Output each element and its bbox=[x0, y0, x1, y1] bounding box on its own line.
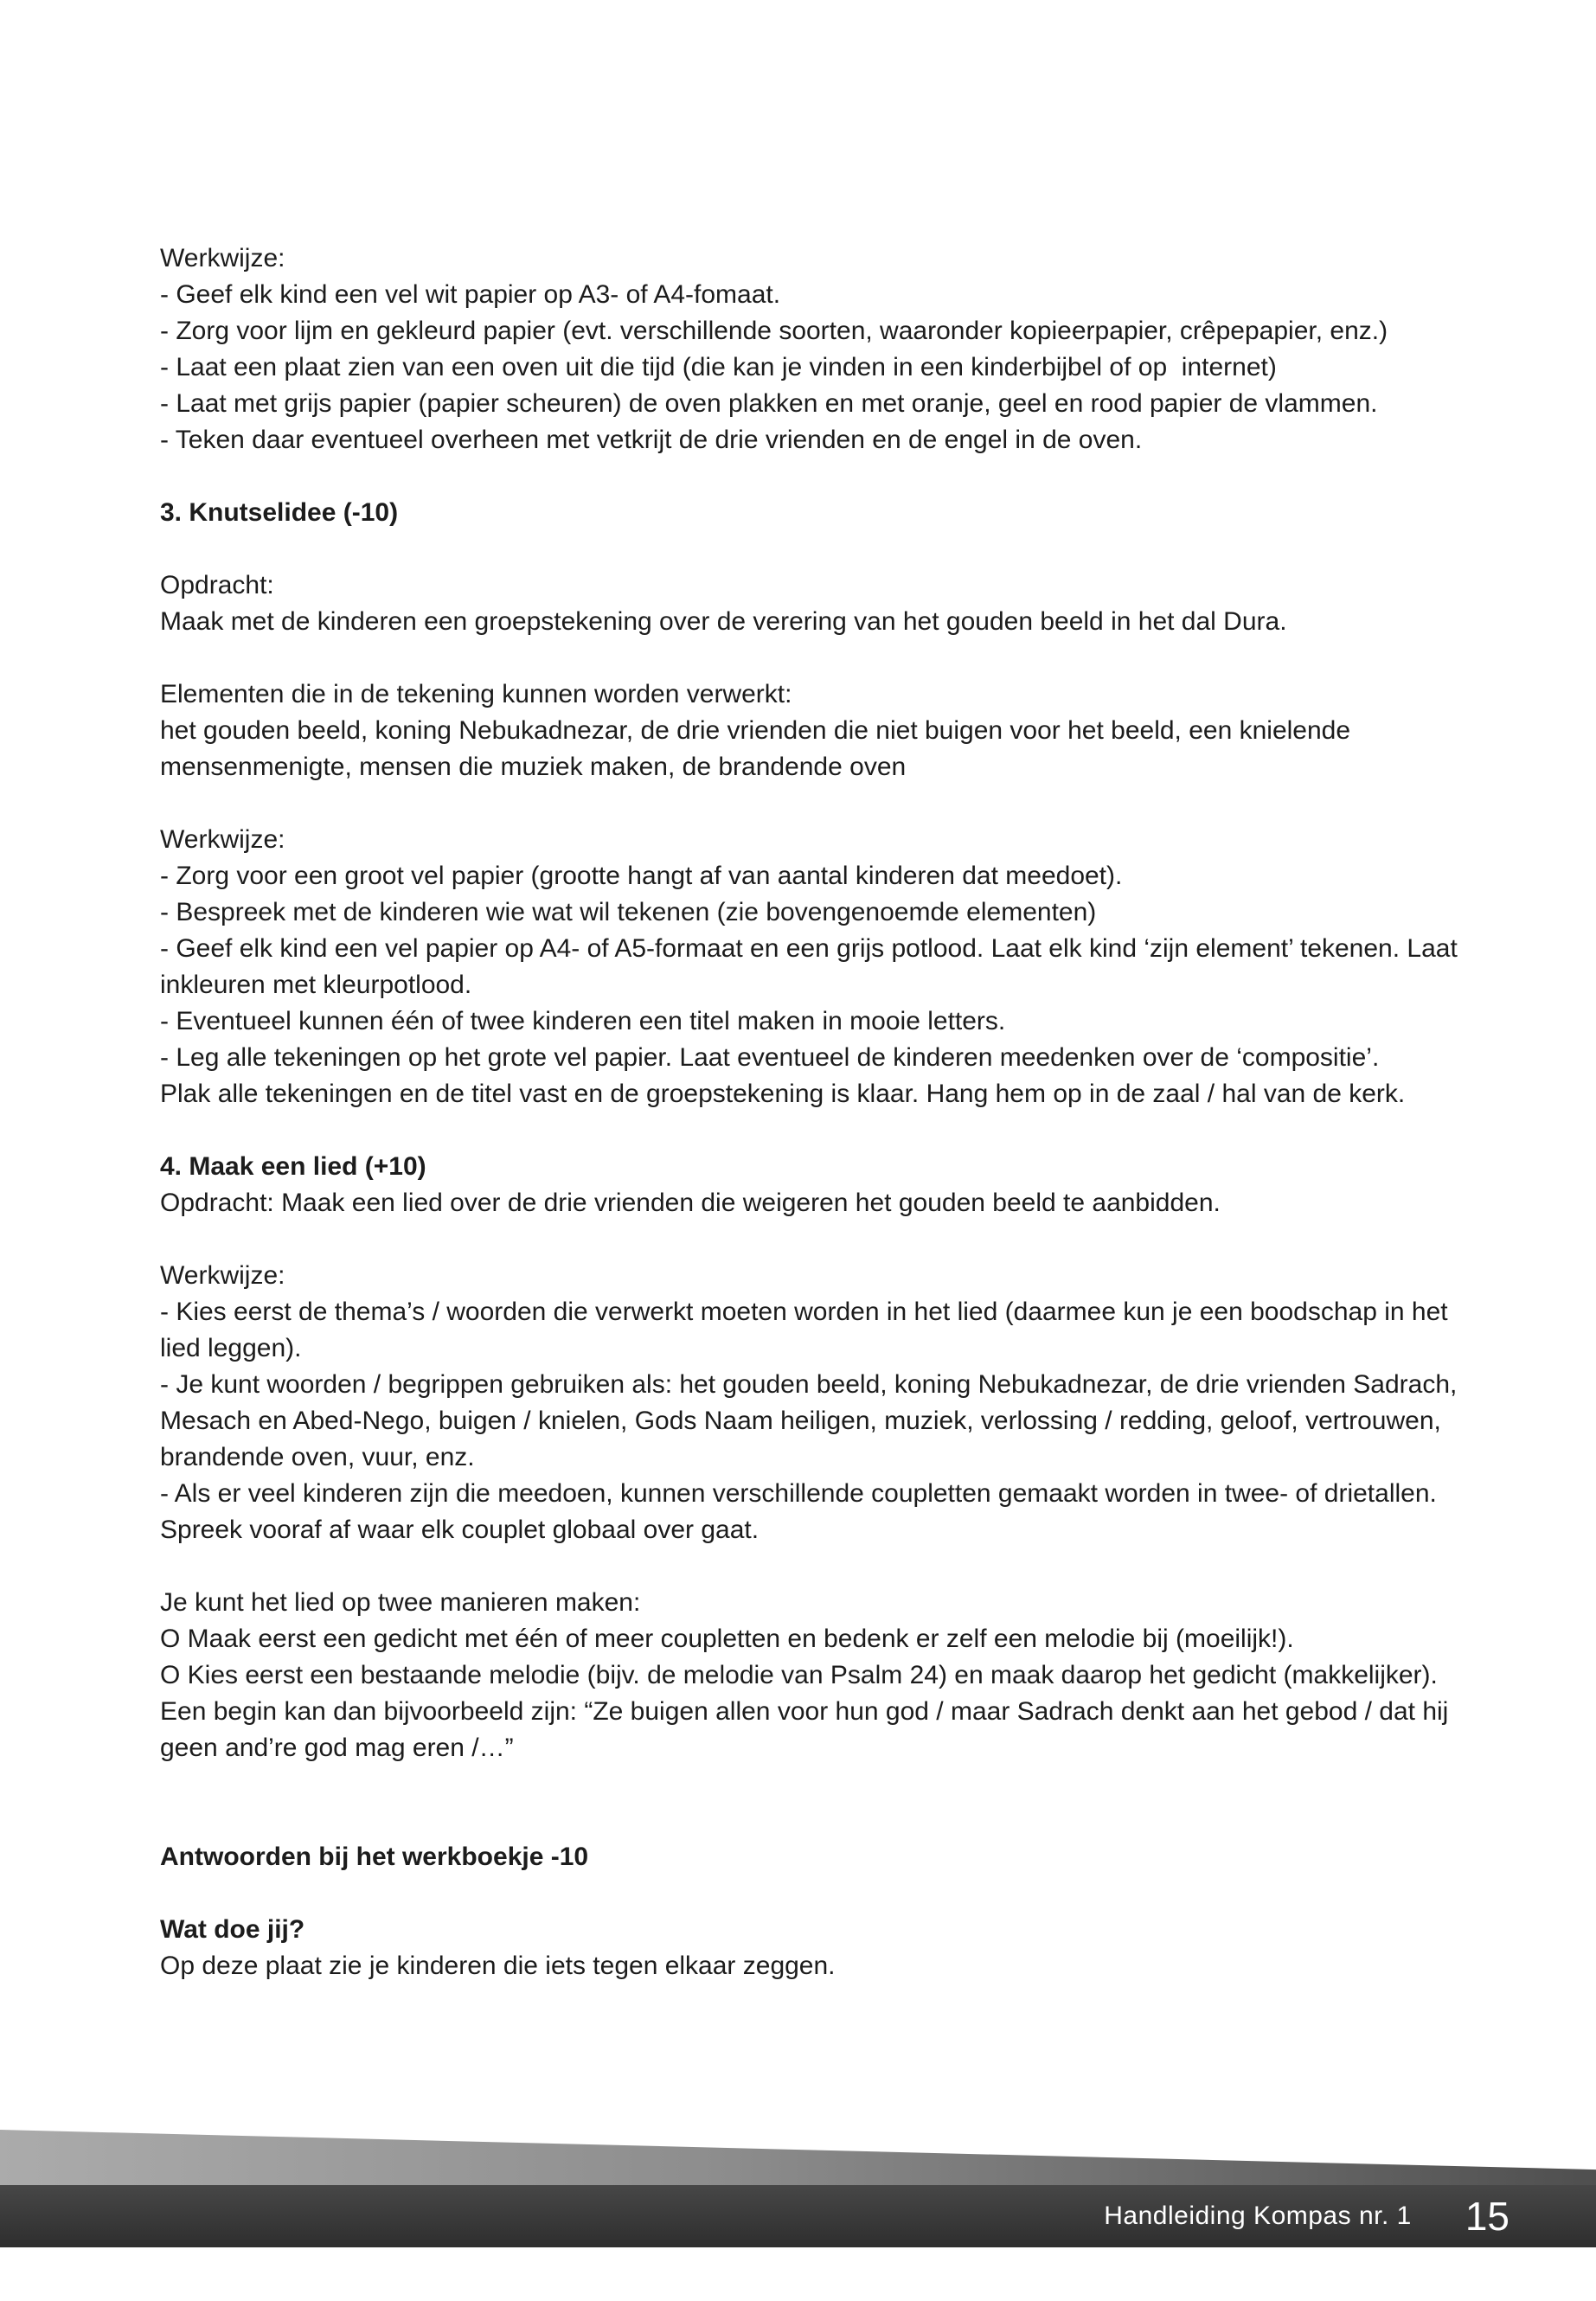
paragraph: Werkwijze: bbox=[160, 1261, 285, 1290]
paragraph: - Zorg voor een groot vel papier (grootte hangt af van aantal kinderen dat meedoet). bbox=[160, 862, 1123, 890]
blank-line bbox=[160, 1766, 1475, 1803]
paragraph: O Maak eerst een gedicht met één of meer coupletten en bedenk er zelf een melodie bij (moeilijk!). bbox=[160, 1625, 1294, 1653]
paragraph: - Eventueel kunnen één of twee kinderen een titel maken in mooie letters. bbox=[160, 1007, 1006, 1035]
heading: 4. Maak een lied (+10) bbox=[160, 1152, 426, 1181]
paragraph: - Laat met grijs papier (papier scheuren) de oven plakken en met oranje, geel en rood papier de vlammen. bbox=[160, 389, 1378, 418]
paragraph: - Bespreek met de kinderen wie wat wil tekenen (zie bovengenoemde elementen) bbox=[160, 898, 1097, 926]
paragraph: - Laat een plaat zien van een oven uit die tijd (die kan je vinden in een kinderbijbel of op internet) bbox=[160, 353, 1277, 381]
paragraph: het gouden beeld, koning Nebukadnezar, de drie vrienden die niet buigen voor het beeld, een knielende mensenmenigte, mensen die muziek maken, de brandende oven bbox=[160, 716, 1358, 781]
paragraph: - Zorg voor lijm en gekleurd papier (evt. verschillende soorten, waaronder kopieerpapier, crêpepapier, enz.) bbox=[160, 317, 1388, 345]
paragraph: - Als er veel kinderen zijn die meedoen, kunnen verschillende coupletten gemaakt worden in twee- of drietallen. Spreek vooraf af waar elk couplet globaal over gaat. bbox=[160, 1479, 1445, 1544]
paragraph: Werkwijze: bbox=[160, 825, 285, 854]
blank-line bbox=[160, 785, 1475, 822]
paragraph: - Teken daar eventueel overheen met vetkrijt de drie vrienden en de engel in de oven. bbox=[160, 426, 1143, 454]
footer-title: Handleiding Kompas nr. 1 bbox=[1104, 2202, 1412, 2230]
paragraph: Werkwijze: bbox=[160, 244, 285, 272]
paragraph: Je kunt het lied op twee manieren maken: bbox=[160, 1588, 641, 1617]
blank-line bbox=[160, 531, 1475, 567]
paragraph: Opdracht: Maak een lied over de drie vrienden die weigeren het gouden beeld te aanbidden. bbox=[160, 1189, 1221, 1217]
paragraph: - Je kunt woorden / begrippen gebruiken als: het gouden beeld, koning Nebukadnezar, de drie vrienden Sadrach, Mesach en Abed-Nego, buigen / knielen, Gods Naam heiligen, muziek, verlossing / redding, geloof, vertrouwen, brandende oven, vuur, enz. bbox=[160, 1370, 1465, 1471]
paragraph: Maak met de kinderen een groepstekening over de verering van het gouden beeld in het dal Dura. bbox=[160, 607, 1287, 636]
blank-line bbox=[160, 1875, 1475, 1912]
heading: 3. Knutselidee (-10) bbox=[160, 498, 399, 527]
paragraph: Elementen die in de tekening kunnen worden verwerkt: bbox=[160, 680, 792, 708]
blank-line bbox=[160, 1803, 1475, 1839]
blank-line bbox=[160, 458, 1475, 495]
blank-line bbox=[160, 1548, 1475, 1585]
footer-swoosh bbox=[0, 2130, 1596, 2185]
paragraph: O Kies eerst een bestaande melodie (bijv. de melodie van Psalm 24) en maak daarop het gedicht (makkelijker). Een begin kan dan bijvoorbeeld zijn: “Ze buigen allen voor hun god / maar Sadrach denkt aan het gebod / dat hij geen and’re god mag eren /…” bbox=[160, 1661, 1456, 1762]
paragraph: - Kies eerst de thema’s / woorden die verwerkt moeten worden in het lied (daarmee kun je een boodschap in het lied leggen). bbox=[160, 1298, 1455, 1362]
blank-line bbox=[160, 640, 1475, 676]
footer-bar bbox=[0, 2185, 1596, 2247]
page-number: 15 bbox=[1465, 2194, 1509, 2239]
paragraph: - Geef elk kind een vel papier op A4- of A5-formaat en een grijs potlood. Laat elk kind ‘zijn element’ tekenen. Laat inkleuren met kleurpotlood. bbox=[160, 934, 1465, 999]
content-blocks bbox=[160, 240, 1475, 1984]
paragraph: Opdracht: bbox=[160, 571, 274, 599]
blank-line bbox=[160, 1221, 1475, 1258]
heading: Wat doe jij? bbox=[160, 1915, 305, 1944]
paragraph: Plak alle tekeningen en de titel vast en de groepstekening is klaar. Hang hem op in de zaal / hal van de kerk. bbox=[160, 1080, 1406, 1108]
blank-line bbox=[160, 1112, 1475, 1149]
heading: Antwoorden bij het werkboekje -10 bbox=[160, 1843, 589, 1871]
paragraph: Op deze plaat zie je kinderen die iets tegen elkaar zeggen. bbox=[160, 1952, 836, 1980]
paragraph: - Leg alle tekeningen op het grote vel papier. Laat eventueel de kinderen meedenken over de ‘compositie’. bbox=[160, 1043, 1380, 1072]
paragraph: - Geef elk kind een vel wit papier op A3- of A4-fomaat. bbox=[160, 280, 781, 309]
